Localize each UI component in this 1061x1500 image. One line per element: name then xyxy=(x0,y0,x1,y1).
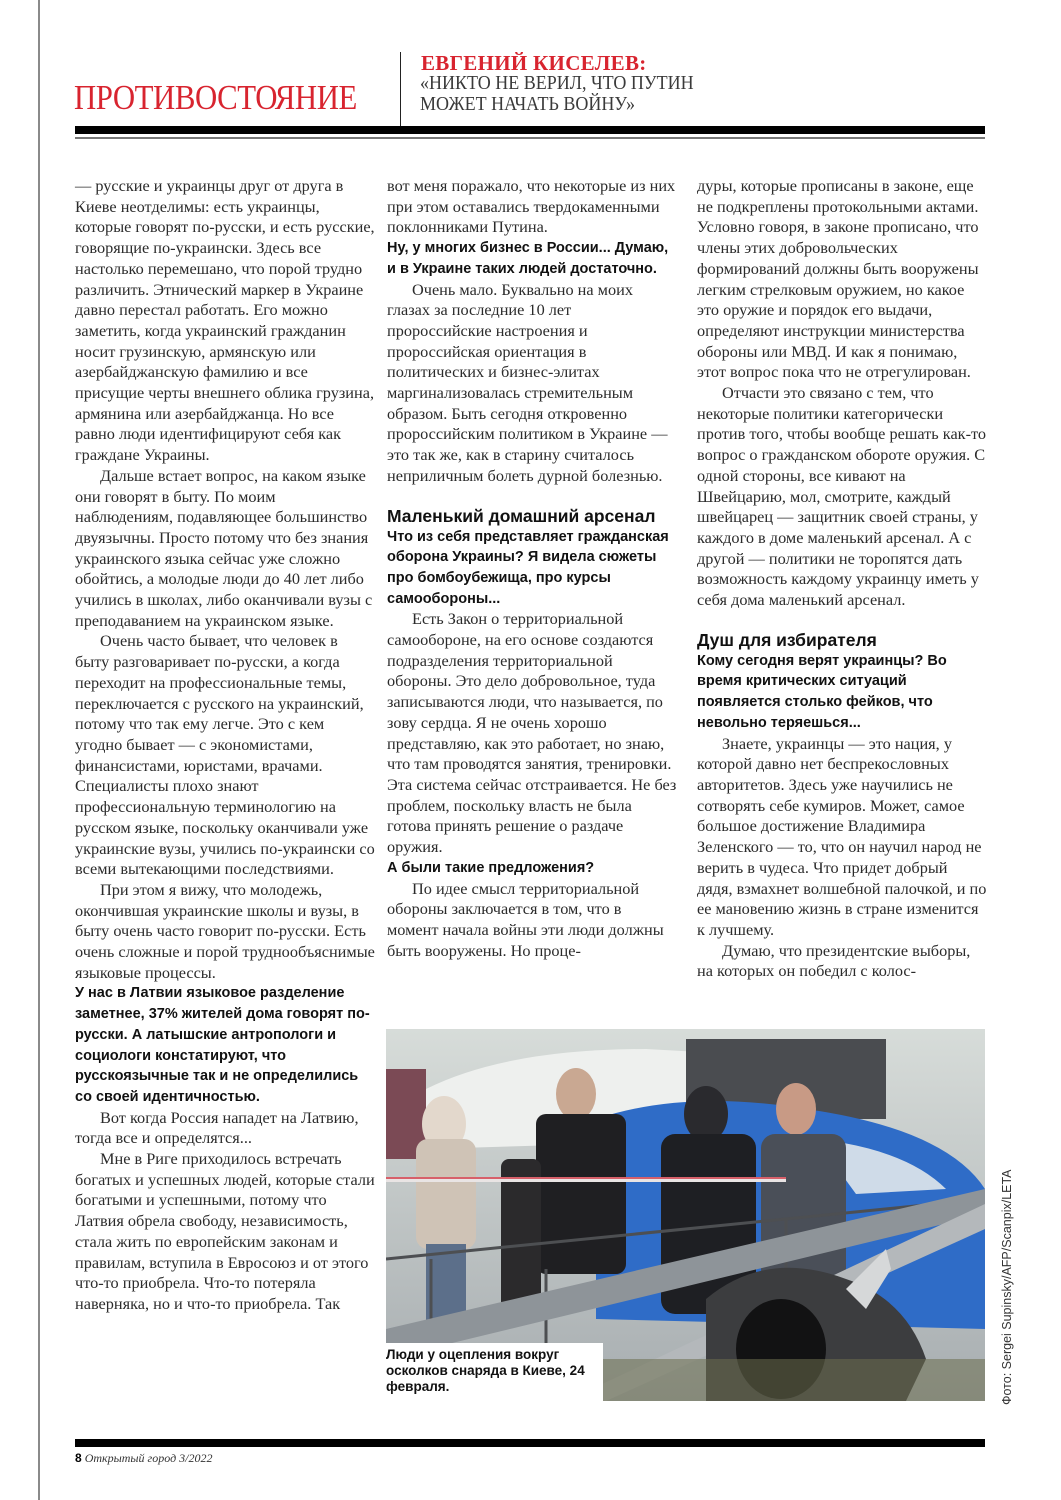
footer-rule xyxy=(75,1439,985,1447)
article-column-2 xyxy=(387,176,677,961)
body-paragraph: Вот когда Россия нападет на Латвию, тогда все и определятся... xyxy=(75,1107,359,1148)
body-paragraph: Думаю, что президентские выборы, на которых он победил с колос- xyxy=(697,940,971,981)
body-paragraph: По идее смысл территориальной обороны заключается в том, что в момент начала войны эти люди должны быть вооружены. Но проце- xyxy=(387,878,664,960)
body-paragraph: При этом я вижу, что молодежь, окончившая украинские школы и вузы, в быту очень часто говорит по-русски. Есть очень сложные и порой труднообъяснимые языковые процессы. xyxy=(75,879,375,982)
page-edge-line xyxy=(38,0,40,1500)
photo-caption: Люди у оцепления вокруг осколков снаряда в Киеве, 24 февраля. xyxy=(386,1343,603,1401)
headline-line-1: «НИКТО НЕ ВЕРИЛ, ЧТО ПУТИН xyxy=(420,72,694,94)
body-paragraph: Знаете, украинцы — это нация, у которой давно нет беспрекословных авторитетов. Здесь уже научились не сотворять себе кумиров. Может, самое большое достижение Владимира Зеленского — то, что он научил народ не верить в чудеса. Что придет добрый дядя, взмахнет волшебной палочкой, и по ее мановению жизнь в стране изменится к лучшему. xyxy=(697,733,987,939)
section-subheading: Маленький домашний арсенал xyxy=(387,505,656,526)
article-column-1 xyxy=(75,176,375,1315)
header-rule-thin xyxy=(75,137,985,139)
page-footer xyxy=(75,1450,212,1466)
photo-credit: Фото: Sergei Supinsky/AFP/Scanpix/LETA xyxy=(1000,1169,1014,1405)
body-paragraph: — русские и украинцы друг от друга в Киеве неотделимы: есть украинцы, которые говорят по-русски, и есть русские, говорящие по-украински. Здесь все настолько перемешано, что порой трудно различить. Этнический маркер в Украине давно перестал работать. Его можно заметить, когда украинский гражданин носит грузинскую, армянскую или азербайджанскую фамилию и все присущие черты внешнего облика грузина, армянина или азербайджанца. Но все равно люди идентифицируют себя как граждане Украины. xyxy=(75,176,375,465)
body-paragraph: Есть Закон о территориальной самообороне, на его основе создаются подразделения территориальной обороны. Это дело добровольное, туда записываются люди, что называется, по зову сердца. Я не очень хорошо представляю, как это работает, но знаю, что там проводятся занятия, тренировки. Эта система сейчас отстраивается. Не без проблем, поскольку власть не была готова принять решение о раздаче оружия. xyxy=(387,609,677,857)
page-number: 8 xyxy=(75,1451,82,1465)
body-paragraph: Очень часто бывает, что человек в быту разговаривает по-русски, а когда переходит на профессиональные темы, переключается с русского на украинский, потому что так ему легче. Это с кем угодно бывает — с экономистами, финансистами, юристами, врачами. Специалисты плохо знают профессиональную терминологию на русском языке, поскольку оканчивали уже украинские вузы, учились по-украински со всеми вытекающими последствиями. xyxy=(75,631,375,879)
interviewer-question: А были такие предложения? xyxy=(387,859,595,876)
article-column-3 xyxy=(697,176,987,982)
body-paragraph: Очень мало. Буквально на моих глазах за последние 10 лет пророссийские настроения и пророссийская ориентация в политических и бизнес-элитах маргинализовалась стремительным образом. Быть сегодня откровенно пророссийским политиком в Украине — это так же, как в старину считалось неприличным болеть дурной болезнью. xyxy=(387,279,668,485)
interviewer-question: Ну, у многих бизнес в России... Думаю, и в Украине таких людей достаточно. xyxy=(387,240,669,277)
body-paragraph: Отчасти это связано с тем, что некоторые политики категорически против того, чтобы вообще решать как-то вопрос о гражданском обороте оружия. С одной стороны, все кивают на Швейцарию, мол, смотрите, каждый швейцарец — защитник своей страны, у каждого в доме маленький арсенал. А с другой — политики не торопятся дать возможность каждому украинцу иметь у себя дома маленький арсенал. xyxy=(697,383,987,610)
article-author: ЕВГЕНИЙ КИСЕЛЕВ: xyxy=(421,51,647,75)
body-paragraph: Дальше встает вопрос, на каком языке они говорят в быту. По моим наблюдениям, подавляющее большинство двуязычны. Просто потому что без знания украинского языка сейчас уже сложно обойтись, а молодые люди до 40 лет либо учились в школах, либо оканчивали вузы с преподаванием на украинском языке. xyxy=(75,465,373,630)
article-headline xyxy=(420,73,694,115)
section-subheading: Душ для избирателя xyxy=(697,629,877,650)
section-rubric: ПРОТИВОСТОЯНИЕ xyxy=(74,78,357,117)
body-paragraph: дуры, которые прописаны в законе, еще не подкреплены протокольными актами. Условно говоря, в законе прописано, что члены этих добровольческих формирований должны быть вооружены легким стрелковым оружием, но какое это оружие и порядок его выдачи, определяют инструкции министерства обороны или МВД. И как я понимаю, этот вопрос пока что не отрегулирован. xyxy=(697,176,979,382)
magazine-issue: Открытый город 3/2022 xyxy=(84,1451,213,1465)
interviewer-question: У нас в Латвии языковое разделение заметнее, 37% жителей дома говорят по-русски. А латышские антропологи и социологи констатируют, что русскоязычные так и не определились со своей идентичностью. xyxy=(75,985,370,1105)
interviewer-question: Кому сегодня верят украинцы? Во время критических ситуаций появляется столько фейков, что невольно теряешься... xyxy=(697,652,947,731)
body-paragraph: Мне в Риге приходилось встречать богатых и успешных людей, которые стали богатыми и успешными, потому что Латвия обрела свободу, независимость, стала жить по европейским законам и правилам, вступила в Евросоюз и от этого что-то приобрела. Что-то потеряла наверняка, но и что-то приобрела. Так xyxy=(75,1149,375,1313)
headline-line-2: МОЖЕТ НАЧАТЬ ВОЙНУ» xyxy=(420,93,636,115)
interviewer-question: Что из себя представляет гражданская оборона Украины? Я видела сюжеты про бомбоубежища, про курсы самообороны... xyxy=(387,528,669,607)
header-rule-thick xyxy=(75,126,985,134)
header-divider xyxy=(400,52,401,128)
body-paragraph: вот меня поражало, что некоторые из них при этом оставались твердокаменными поклонниками Путина. xyxy=(387,176,676,237)
